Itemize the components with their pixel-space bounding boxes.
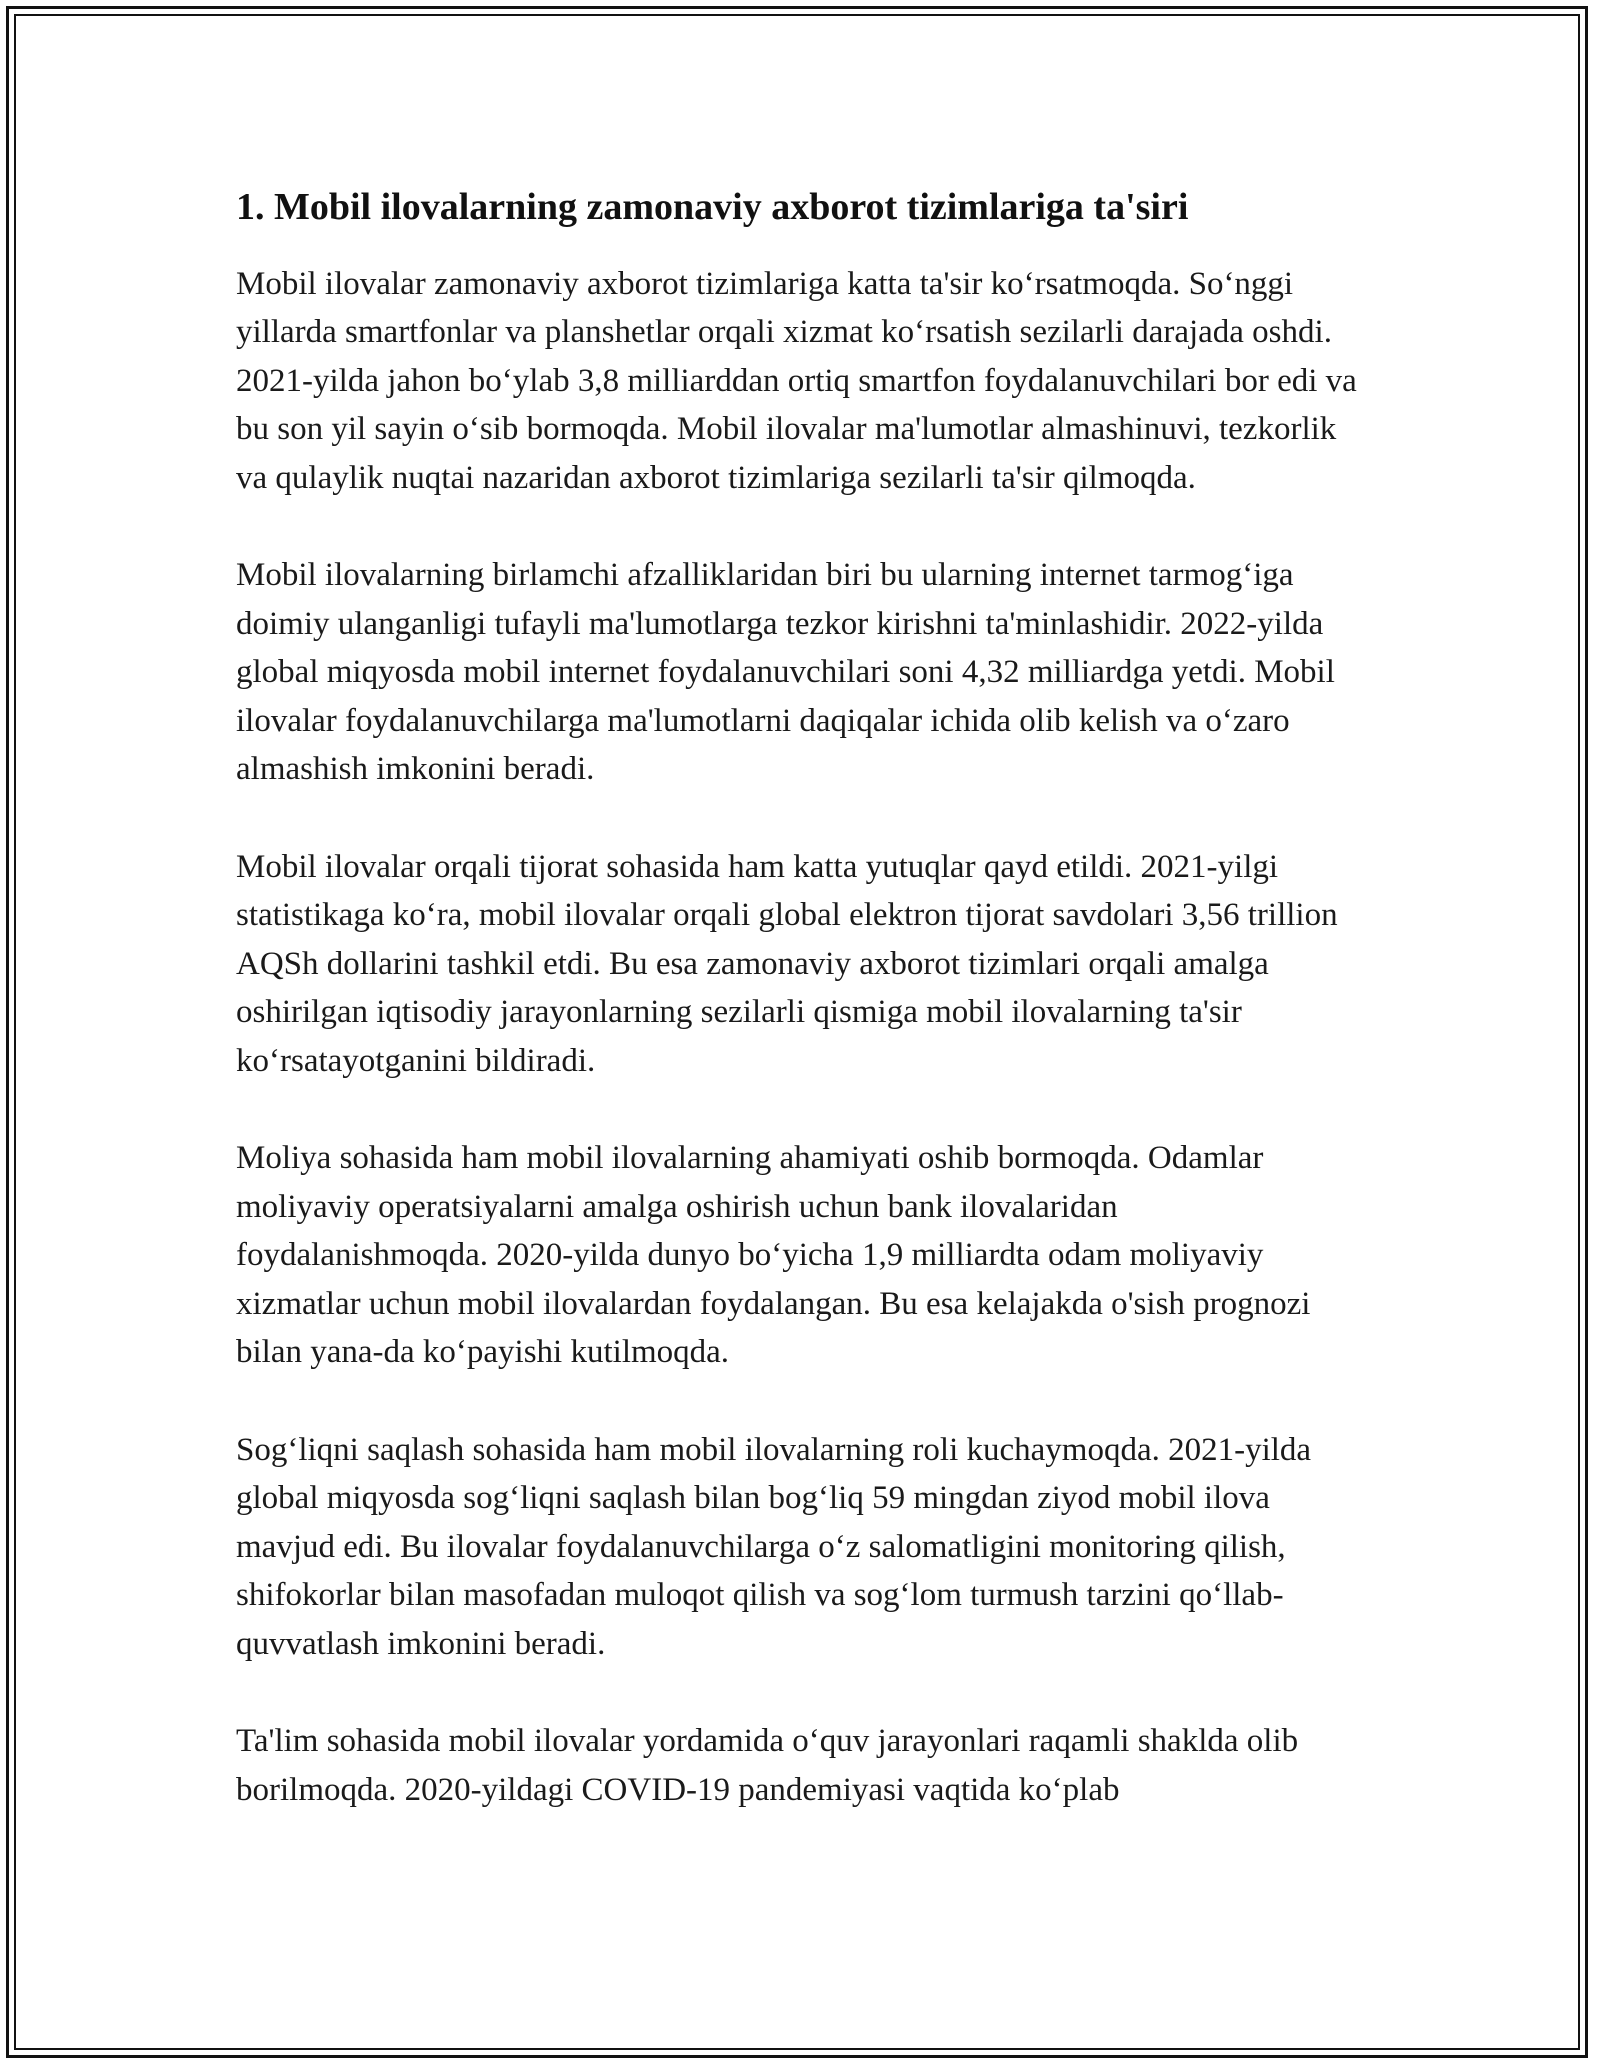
paragraph-health: Sog‘liqni saqlash sohasida ham mobil ilovalarning roli kuchaymoqda. 2021-yilda global miqyosda sog‘liqni saqlash bilan bog‘liq 59 mingdan ziyod mobil ilova mavjud edi. Bu ilovalar foydalanuvchilarga o‘z salomatligini monitoring qilish, shifokorlar bilan masofadan muloqot qilish va sog‘lom turmush tarzini qo‘llab-quvvatlash imkonini beradi. [236, 1431, 1312, 1662]
paragraph-internet: Mobil ilovalarning birlamchi afzalliklaridan biri bu ularning internet tarmog‘iga doimiy ulanganligi tufayli ma'lumotlarga tezkor kirishni ta'minlashidir. 2022-yilda global miqyosda mobil internet foydalanuvchilari soni 4,32 milliardga yetdi. Mobil ilovalar foydalanuvchilarga ma'lumotlarni daqiqalar ichida olib kelish va o‘zaro almashish imkonini beradi. [236, 557, 1335, 787]
paragraph-education: Ta'lim sohasida mobil ilovalar yordamida o‘quv jarayonlari raqamli shaklda olib borilmoqda. 2020-yildagi COVID-19 pandemiyasi vaqtida ko‘plab [236, 1723, 1299, 1808]
section-heading: 1. Mobil ilovalarning zamonaviy axborot tizimlariga ta'siri [236, 186, 1189, 228]
paragraph-intro: Mobil ilovalar zamonaviy axborot tizimlariga katta ta'sir ko‘rsatmoqda. So‘nggi yillarda smartfonlar va planshetlar orqali xizmat ko‘rsatish sezilarli darajada oshdi. 2021-yilda jahon bo‘ylab 3,8 milliarddan ortiq smartfon foydalanuvchilari bor edi va bu son yil sayin o‘sib bormoqda. Mobil ilovalar ma'lumotlar almashinuvi, tezkorlik va qulaylik nuqtai nazaridan axborot tizimlariga sezilarli ta'sir qilmoqda. [236, 265, 1357, 496]
document-body [236, 184, 1366, 1863]
paragraph-commerce: Mobil ilovalar orqali tijorat sohasida ham katta yutuqlar qayd etildi. 2021-yilgi statistikaga ko‘ra, mobil ilovalar orqali global elektron tijorat savdolari 3,56 trillion AQSh dollarini tashkil etdi. Bu esa zamonaviy axborot tizimlari orqali amalga oshirilgan iqtisodiy jarayonlarning sezilarli qismiga mobil ilovalarning ta'sir ko‘rsatayotganini bildiradi. [236, 848, 1338, 1079]
paragraph-finance: Moliya sohasida ham mobil ilovalarning ahamiyati oshib bormoqda. Odamlar moliyaviy operatsiyalarni amalga oshirish uchun bank ilovalaridan foydalanishmoqda. 2020-yilda dunyo bo‘yicha 1,9 milliardta odam moliyaviy xizmatlar uchun mobil ilovalardan foydalangan. Bu esa kelajakda o'sish prognozi bilan yana-da ko‘payishi kutilmoqda. [236, 1140, 1311, 1370]
